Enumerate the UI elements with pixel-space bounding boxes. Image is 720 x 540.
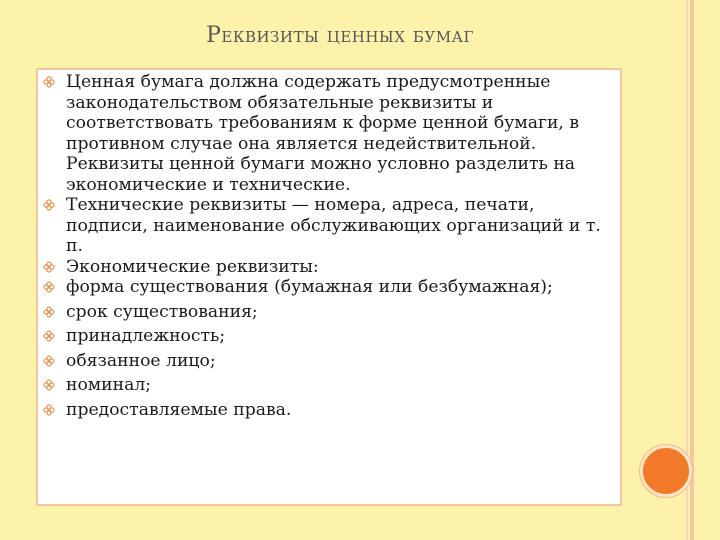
bullet-item (38, 72, 620, 195)
flower-bullet-icon (43, 261, 55, 273)
bullet-text: предоставляемые права. (66, 399, 292, 420)
bullet-item (38, 375, 620, 396)
accent-circle (640, 445, 692, 497)
bullet-item (38, 302, 620, 323)
flower-bullet-icon (43, 355, 55, 367)
bullet-text: Экономические реквизиты: (66, 256, 319, 277)
bullet-text: форма существования (бумажная или безбумажная); (66, 277, 553, 297)
flower-bullet-icon (43, 379, 55, 391)
flower-bullet-icon (43, 76, 55, 88)
bullet-list (38, 70, 620, 420)
bullet-text: принадлежность; (66, 326, 226, 346)
bullet-text: номинал; (66, 375, 152, 395)
bullet-text: Ценная бумага должна содержать предусмотренные законодательством обязательные реквизиты и соответствовать требованиям к форме ценной бумаги, в противном случае она является недействительной. Реквизиты ценной бумаги можно условно разделить на экономические и технические. (66, 72, 580, 195)
bullet-text: Технические реквизиты — номера, адреса, печати, подписи, наименование обслуживающих организаций и т. п. (66, 195, 601, 256)
flower-bullet-icon (43, 404, 55, 416)
flower-bullet-icon (43, 281, 55, 293)
content-box (36, 68, 622, 506)
decorative-rule (690, 0, 694, 540)
bullet-text: обязанное лицо; (66, 350, 216, 371)
bullet-item (38, 195, 620, 257)
bullet-item (38, 277, 620, 298)
bullet-text: срок существования; (66, 301, 258, 322)
flower-bullet-icon (43, 330, 55, 342)
bullet-item (38, 326, 620, 347)
flower-bullet-icon (43, 199, 55, 211)
flower-bullet-icon (43, 306, 55, 318)
slide-title: Реквизиты ценных бумаг (206, 23, 474, 48)
bullet-item (38, 351, 620, 372)
bullet-item (38, 400, 620, 421)
bullet-item (38, 257, 620, 278)
